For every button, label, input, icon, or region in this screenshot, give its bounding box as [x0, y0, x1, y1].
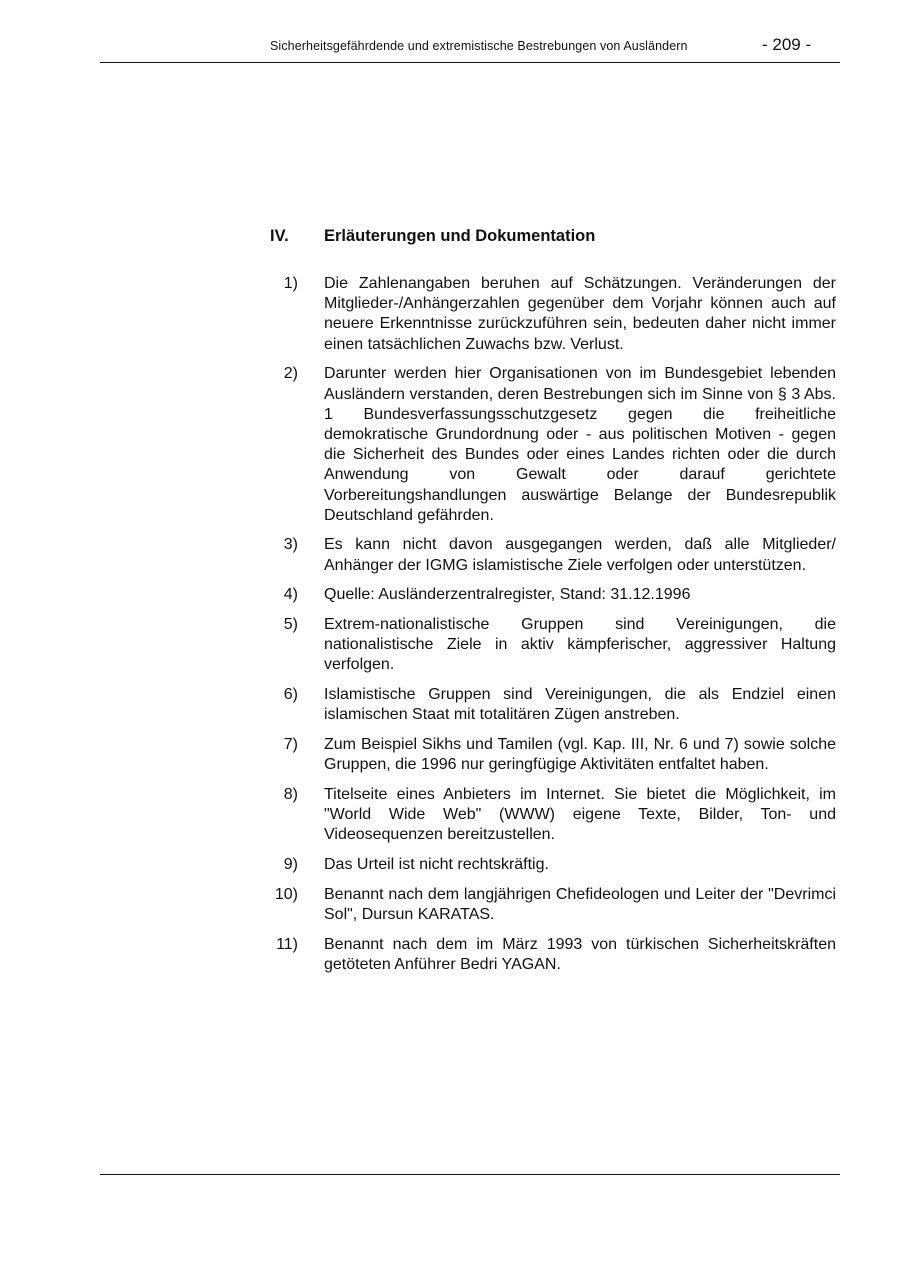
note-number: 6) [283, 686, 298, 704]
note-number: 1) [283, 275, 298, 292]
note-text: Benannt nach dem im März 1993 von türkischen Sicherheitskräften getöteten Anführer Bedri YAGAN. [324, 935, 836, 973]
note-text: Benannt nach dem langjährigen Chefideologen und Leiter der "Devrimci Sol", Dursun KARATAS. [324, 885, 836, 923]
section-number: IV. [270, 227, 289, 245]
note-item [270, 735, 836, 775]
note-number: 4) [283, 586, 298, 604]
note-text: Islamistische Gruppen sind Vereinigungen, die als Endziel einen islamischen Staat mit totalitären Zügen anstreben. [324, 686, 836, 724]
note-text: Extrem-nationalistische Gruppen sind Vereinigungen, die nationalistische Ziele in aktiv kämpferischer, aggressiver Haltung verfolgen. [324, 616, 836, 674]
note-number: 2) [283, 365, 298, 383]
running-header [100, 30, 840, 63]
note-text: Es kann nicht davon ausgegangen werden, daß alle Mitglieder/ Anhänger der IGMG islamistische Ziele verfolgen oder unterstützen. [324, 536, 836, 574]
note-item [270, 935, 836, 975]
note-number: 5) [283, 616, 298, 634]
notes-list [270, 274, 836, 985]
running-title: Sicherheitsgefährdende und extremistische Bestrebungen von Ausländern [270, 39, 688, 53]
footer-rule [100, 1174, 840, 1175]
note-item [270, 364, 836, 526]
note-item [270, 615, 836, 676]
note-item [270, 535, 836, 575]
note-item [270, 885, 836, 925]
note-item [270, 274, 836, 355]
note-number: 8) [283, 785, 298, 803]
note-item [270, 855, 836, 875]
note-item [270, 585, 836, 605]
note-number: 3) [283, 536, 298, 554]
page-number: - 209 - [762, 35, 812, 54]
note-number: 9) [283, 856, 298, 874]
note-text: Darunter werden hier Organisationen von im Bundesgebiet lebenden Ausländern verstanden, deren Bestrebungen sich im Sinne von § 3 Abs. 1 Bundesverfassungsschutzgesetz gegen die freiheitliche demokratische Grundordnung oder - aus politischen Motiven - gegen die Sicherheit des Bundes oder eines Landes richten oder die durch Anwendung von Gewalt oder darauf gerichtete Vorbereitungshandlungen auswärtige Belange der Bundesrepublik Deutschland gefährden. [324, 365, 836, 524]
note-number: 11) [276, 935, 298, 953]
note-item [270, 685, 836, 725]
note-number: 10) [274, 885, 298, 903]
note-text: Das Urteil ist nicht rechtskräftig. [324, 856, 549, 874]
note-number: 7) [283, 736, 298, 754]
note-item [270, 785, 836, 846]
note-text: Zum Beispiel Sikhs und Tamilen (vgl. Kap. III, Nr. 6 und 7) sowie solche Gruppen, die 1996 nur geringfügige Aktivitäten entfaltet haben. [324, 736, 836, 774]
note-text: Titelseite eines Anbieters im Internet. Sie bietet die Möglichkeit, im "World Wide Web" (WWW) eigene Texte, Bilder, Ton- und Videosequenzen bereitzustellen. [324, 785, 836, 844]
note-text: Quelle: Ausländerzentralregister, Stand: 31.12.1996 [324, 586, 691, 604]
note-text: Die Zahlenangaben beruhen auf Schätzungen. Veränderungen der Mitglieder-/Anhängerzahlen gegenüber dem Vorjahr können auch auf neuere Erkenntnisse zurückzuführen sein, bedeuten daher nicht immer einen tatsächlichen Zuwachs bzw. Verlust. [324, 275, 836, 353]
section-title: Erläuterungen und Dokumentation [324, 227, 596, 245]
